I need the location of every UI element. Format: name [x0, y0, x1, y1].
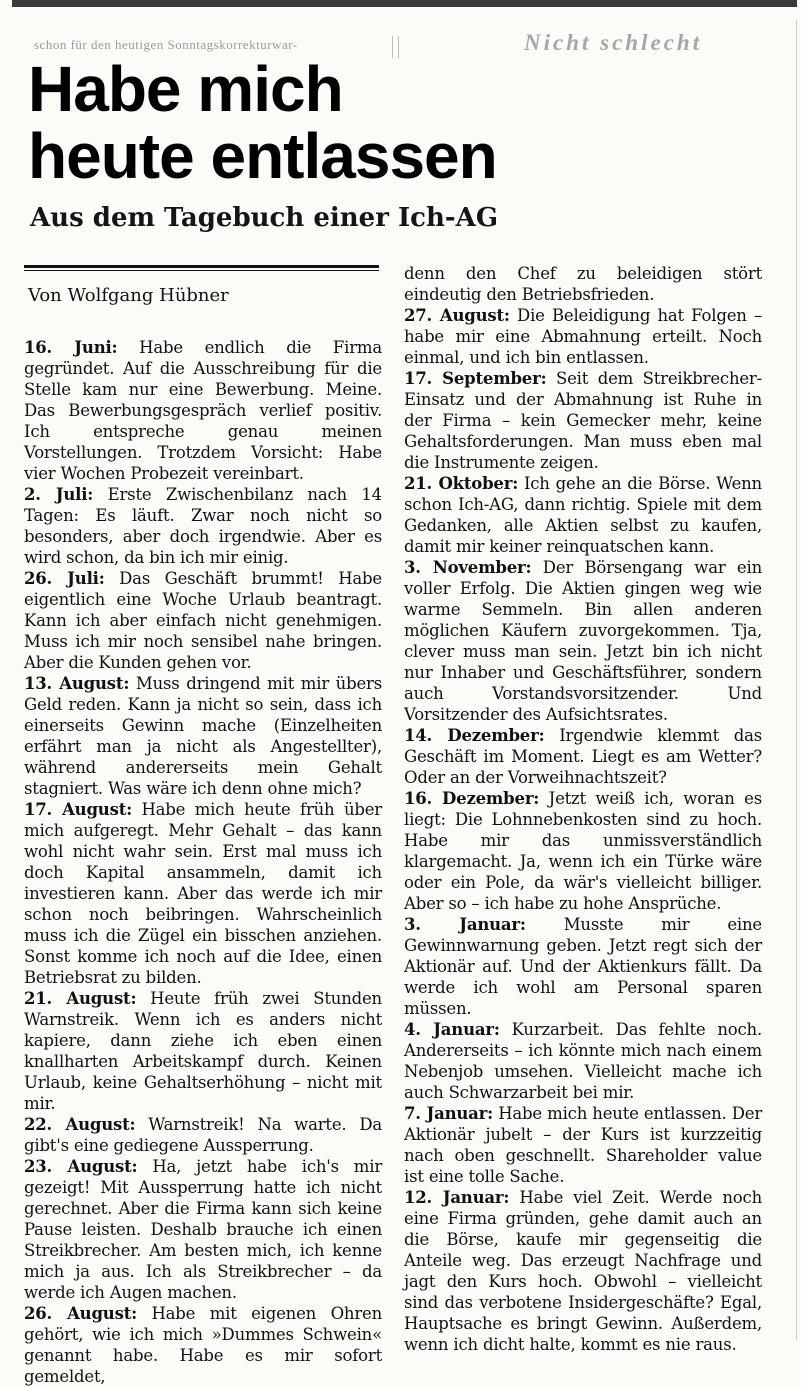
- diary-entry: [404, 1103, 762, 1187]
- entry-text: Muss dringend mit mir übers Geld reden. Kann ja nicht so sein, dass ich einerseits Gewinn mache (Einzelheiten erfährt man ja nicht als Angestellter), während andererseits mein Gehalt stagniert. Was wäre ich denn ohne mich?: [24, 674, 382, 798]
- headline: [28, 53, 748, 192]
- entry-text: Ich gehe an die Börse. Wenn schon Ich-AG, dann richtig. Spiele mit dem Gedanken, alle Aktien selbst zu kaufen, damit mir keiner reinquatschen kann.: [404, 474, 762, 556]
- diary-entry: [24, 337, 382, 484]
- entry-date: 17. August:: [24, 800, 133, 819]
- byline-rule-thick: [24, 265, 379, 268]
- divider-line: [392, 36, 393, 58]
- entry-text: Habe mit eigenen Ohren gehört, wie ich mich »Dummes Schwein« genannt habe. Habe es mir sofort gemeldet,: [24, 1304, 382, 1386]
- entry-date: 17. September:: [404, 369, 547, 388]
- entry-date: 23. August:: [24, 1157, 138, 1176]
- entry-date: 16. Dezember:: [404, 789, 540, 808]
- diary-entry: [24, 568, 382, 673]
- entry-date: 22. August:: [24, 1115, 136, 1134]
- entry-date: 26. Juli:: [24, 569, 105, 588]
- entry-date: 21. Oktober:: [404, 474, 519, 493]
- section-tag: Nicht schlecht: [524, 30, 703, 55]
- entry-text: Musste mir eine Gewinnwarnung geben. Jetzt regt sich der Aktionär auf. Und der Aktienkurs fällt. Da werde ich wohl am Personal sparen müssen.: [404, 915, 762, 1018]
- kicker-text: schon für den heutigen Sonntagskorrekturwar-: [34, 37, 298, 52]
- entry-text: Erste Zwischenbilanz nach 14 Tagen: Es läuft. Zwar noch nicht so besonders, aber doch irgendwie. Aber es wird schon, da bin ich mir einig.: [24, 485, 382, 567]
- entry-date: 2. Juli:: [24, 485, 94, 504]
- diary-entry: [24, 1156, 382, 1303]
- diary-entry: [404, 557, 762, 725]
- diary-entry: [24, 1303, 382, 1387]
- byline: Von Wolfgang Hübner: [28, 285, 229, 306]
- entry-date: 3. Januar:: [404, 915, 526, 934]
- entry-text: Die Beleidigung hat Folgen – habe mir eine Abmahnung erteilt. Noch einmal, und ich bin entlassen.: [404, 306, 762, 367]
- entry-date: 12. Januar:: [404, 1188, 510, 1207]
- entry-text: Der Börsengang war ein voller Erfolg. Die Aktien gingen weg wie warme Semmeln. Bin allen anderen möglichen Käufern zuvorgekommen. Tja, clever muss man sein. Jetzt bin ich nicht nur Inhaber und Geschäftsführer, sondern auch Vorstandsvorsitzender. Und Vorsitzender des Aufsichtsrates.: [404, 558, 762, 724]
- diary-entry: [404, 788, 762, 914]
- headline-line-1: Habe mich: [28, 53, 343, 125]
- diary-entry: [404, 1187, 762, 1355]
- diary-entry: [404, 368, 762, 473]
- entry-date: 21. August:: [24, 989, 137, 1008]
- column-edge-line: [796, 20, 797, 1340]
- subheadline: Aus dem Tagebuch einer Ich-AG: [30, 203, 499, 233]
- entry-text: Seit dem Streikbrecher-Einsatz und der Abmahnung ist Ruhe in der Firma – kein Gemecker mehr, keine Gehaltsforderungen. Man muss eben mal die Instrumente zeigen.: [404, 369, 762, 472]
- entry-date: 16. Juni:: [24, 338, 118, 357]
- top-border: [12, 0, 797, 7]
- diary-entry: [404, 725, 762, 788]
- entry-text: Ha, jetzt habe ich's mir gezeigt! Mit Aussperrung hatte ich nicht gerechnet. Aber die Firma kann sich keine Pause leisten. Deshalb brauche ich einen Streikbrecher. Am besten mich, ich kenne mich ja aus. Ich als Streikbrecher – da werde ich Augen machen.: [24, 1157, 383, 1302]
- entry-text: Kurzarbeit. Das fehlte noch. Andererseits – ich könnte mich nach einem Nebenjob umsehen. Vielleicht mache ich auch Schwarzarbeit bei mir.: [404, 1020, 762, 1102]
- entry-date: 26. August:: [24, 1304, 138, 1323]
- entry-text: Habe endlich die Firma gegründet. Auf die Ausschreibung für die Stelle kam nur eine Bewerbung. Meine. Das Bewerbungsgespräch verlief positiv. Ich entspreche genau meinen Vorstellungen. Trotzdem Vorsicht: Habe vier Wochen Probezeit vereinbart.: [24, 338, 382, 483]
- entry-text: Warnstreik! Na warte. Da gibt's eine gediegene Aussperrung.: [24, 1115, 382, 1155]
- diary-entry: [24, 988, 382, 1114]
- entry-text: Heute früh zwei Stunden Warnstreik. Wenn ich es anders nicht kapiere, dann ziehe ich eben einen knallharten Arbeitskampf durch. Keinen Urlaub, keine Gehaltserhöhung – nicht mit mir.: [24, 989, 382, 1113]
- entry-text: Habe mich heute früh über mich aufgeregt. Mehr Gehalt – das kann wohl nicht wahr sein. Erst mal muss ich doch Kapital ansammeln, damit ich investieren kann. Aber das werde ich mir schon noch beibringen. Wahrscheinlich muss ich die Zügel ein bisschen anziehen. Sonst komme ich noch auf die Idee, einen Betriebsrat zu bilden.: [24, 800, 382, 987]
- continued-text: denn den Chef zu beleidigen stört eindeutig den Betriebsfrieden.: [404, 264, 762, 304]
- byline-rule-thin: [24, 270, 379, 271]
- entry-text: Habe viel Zeit. Werde noch eine Firma gründen, gehe damit auch an die Börse, kaufe mir gegenseitig die Anteile weg. Das erzeugt Nachfrage und jagt den Kurs hoch. Obwohl – vielleicht sind das verbotene Insidergeschäfte? Egal, Hauptsache es bringt Gewinn. Außerdem, wenn ich dicht halte, kommt es nie raus.: [404, 1188, 763, 1354]
- diary-entry: [404, 305, 762, 368]
- entry-date: 14. Dezember:: [404, 726, 545, 745]
- entry-text: Irgendwie klemmt das Geschäft im Moment. Liegt es am Wetter? Oder an der Vorweihnachtszeit?: [404, 726, 763, 787]
- diary-entry: [24, 799, 382, 988]
- entry-date: 7. Januar:: [404, 1104, 494, 1123]
- entry-date: 4. Januar:: [404, 1020, 500, 1039]
- entry-date: 27. August:: [404, 306, 510, 325]
- article-column-2: [404, 263, 762, 1355]
- entry-date: 13. August:: [24, 674, 130, 693]
- headline-line-2: heute entlassen: [28, 120, 497, 192]
- entry-text: Jetzt weiß ich, woran es liegt: Die Lohnnebenkosten sind zu hoch. Habe mir das unmissverständlich klargemacht. Ja, wenn ich ein Türke wäre oder ein Pole, da wär's vielleicht billiger. Aber so – ich habe zu hohe Ansprüche.: [404, 789, 762, 913]
- diary-entry: [404, 1019, 762, 1103]
- diary-entry: [24, 673, 382, 799]
- article-column-1: [24, 337, 382, 1387]
- divider-line: [398, 36, 399, 58]
- diary-entry: [24, 484, 382, 568]
- entry-date: 3. November:: [404, 558, 532, 577]
- diary-entry: [404, 473, 762, 557]
- entry-text: Das Geschäft brummt! Habe eigentlich eine Woche Urlaub beantragt. Kann ich aber einfach nicht genehmigen. Muss ich mir noch sensibel nahe bringen. Aber die Kunden gehen vor.: [24, 569, 382, 672]
- entry-text: Habe mich heute entlassen. Der Aktionär jubelt – der Kurs ist kurzzeitig nach oben geschnellt. Shareholder value ist eine tolle Sache.: [404, 1104, 763, 1186]
- diary-entry: [24, 1114, 382, 1156]
- diary-entry: [404, 914, 762, 1019]
